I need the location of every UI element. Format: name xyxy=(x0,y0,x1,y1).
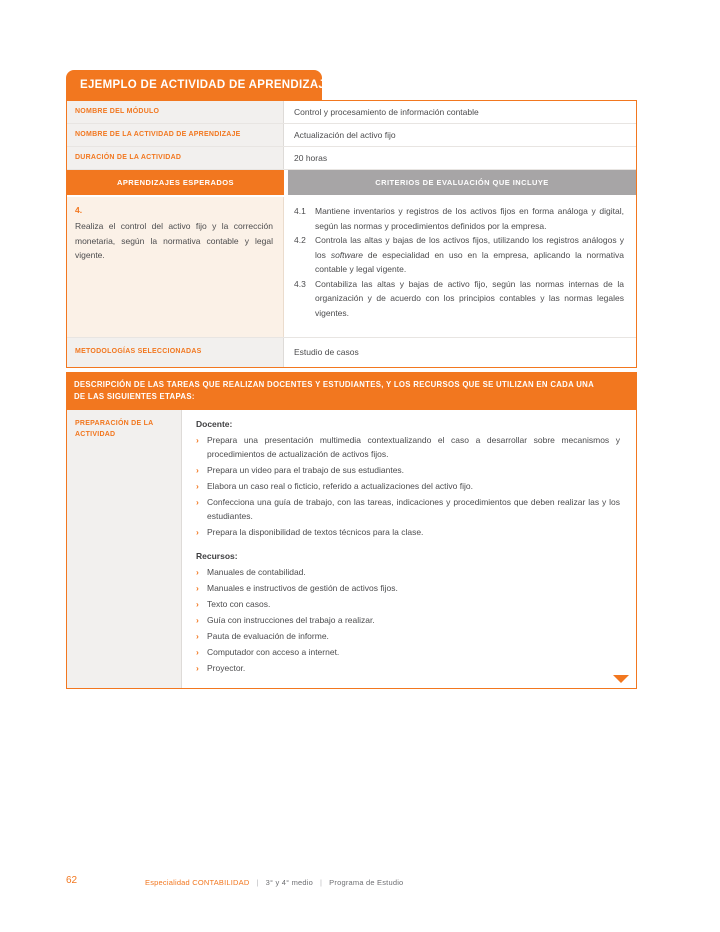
chevron-bullet-icon: › xyxy=(196,647,199,657)
criteria-item xyxy=(294,277,624,321)
chevron-bullet-icon: › xyxy=(196,481,199,491)
list-item xyxy=(196,479,620,493)
criteria-text: Controla las altas y bajas de los activos fijos, utilizando los registros análogos y los software de especialidad en uso en la empresa, aplicando la normativa contable y legal vigente. xyxy=(315,235,624,274)
footer-breadcrumb xyxy=(145,878,403,887)
list-item-text: Manuales de contabilidad. xyxy=(207,567,306,577)
description-banner: DESCRIPCIÓN DE LAS TAREAS QUE REALIZAN DOCENTES Y ESTUDIANTES, Y LOS RECURSOS QUE SE UTILIZAN EN CADA UNA DE LAS SIGUIENTES ETAPAS: xyxy=(66,372,637,409)
resources-list xyxy=(196,565,620,675)
chevron-bullet-icon: › xyxy=(196,435,199,445)
list-item xyxy=(196,581,620,595)
activity-name-value: Actualización del activo fijo xyxy=(294,130,396,140)
chevron-bullet-icon: › xyxy=(196,599,199,609)
preparation-table xyxy=(66,409,637,689)
chevron-bullet-icon: › xyxy=(196,567,199,577)
duration-value: 20 horas xyxy=(294,153,328,163)
list-item xyxy=(196,565,620,579)
criteria-number: 4.2 xyxy=(294,235,306,245)
expected-learning-number: 4. xyxy=(75,205,83,215)
expected-learning-text: Realiza el control del activo fijo y la corrección monetaria, según la normativa contable y legal vigente. xyxy=(75,221,273,260)
footer-program: Programa de Estudio xyxy=(329,877,404,887)
list-item xyxy=(196,629,620,643)
list-item xyxy=(196,645,620,659)
criteria-item xyxy=(294,233,624,277)
chevron-bullet-icon: › xyxy=(196,663,199,673)
teacher-tasks-list xyxy=(196,433,620,539)
list-item-text: Prepara una presentación multimedia contextualizando el caso a desarrollar sobre mecanismos y procedimientos de actualización de activos fijos. xyxy=(207,435,620,459)
activity-info-table xyxy=(66,100,637,368)
resources-heading: Recursos: xyxy=(196,551,238,561)
methodology-label: METODOLOGÍAS SELECCIONADAS xyxy=(67,338,284,367)
footer-separator: | xyxy=(256,877,259,887)
list-item xyxy=(196,433,620,461)
learning-criteria-row xyxy=(67,197,636,338)
activity-name-label: NOMBRE DE LA ACTIVIDAD DE APRENDIZAJE xyxy=(67,124,284,146)
table-row xyxy=(67,124,636,147)
list-item-text: Manuales e instructivos de gestión de activos fijos. xyxy=(207,583,398,593)
list-item xyxy=(196,613,620,627)
list-item-text: Computador con acceso a internet. xyxy=(207,647,340,657)
criteria-number: 4.3 xyxy=(294,278,306,289)
teacher-heading: Docente: xyxy=(196,419,233,429)
list-item-text: Prepara un video para el trabajo de sus estudiantes. xyxy=(207,465,405,475)
list-item xyxy=(196,661,620,675)
list-item-text: Confecciona una guía de trabajo, con las tareas, indicaciones y procedimientos que deben realizar las y los estudiantes. xyxy=(207,497,620,521)
criteria-text: Contabiliza las altas y bajas de activo fijo, según las normas internas de la organización y de acuerdo con los principios contables y las normas legales vigentes. xyxy=(315,278,624,318)
list-item-text: Proyector. xyxy=(207,663,246,673)
list-item xyxy=(196,463,620,477)
chevron-bullet-icon: › xyxy=(196,583,199,593)
criteria-number: 4.1 xyxy=(294,206,306,216)
list-item-text: Pauta de evaluación de informe. xyxy=(207,631,329,641)
stage-content xyxy=(182,410,636,688)
chevron-bullet-icon: › xyxy=(196,497,199,507)
chevron-bullet-icon: › xyxy=(196,631,199,641)
footer-specialty: Especialidad CONTABILIDAD xyxy=(145,877,250,887)
duration-label: DURACIÓN DE LA ACTIVIDAD xyxy=(67,147,284,169)
list-item xyxy=(196,525,620,539)
table-row xyxy=(67,338,636,367)
evaluation-criteria-header: CRITERIOS DE EVALUACIÓN QUE INCLUYE xyxy=(288,170,636,195)
expected-learning-cell xyxy=(67,197,284,337)
footer-separator: | xyxy=(320,877,323,887)
module-name-value: Control y procesamiento de información contable xyxy=(294,107,479,117)
module-name-label: NOMBRE DEL MÓDULO xyxy=(67,101,284,123)
expected-learning-header: APRENDIZAJES ESPERADOS xyxy=(67,170,284,195)
page-title: EJEMPLO DE ACTIVIDAD DE APRENDIZAJE xyxy=(66,70,322,100)
table-row xyxy=(67,147,636,170)
chevron-bullet-icon: › xyxy=(196,465,199,475)
footer-grade: 3° y 4° medio xyxy=(265,877,314,887)
criteria-item xyxy=(294,204,624,233)
chevron-bullet-icon: › xyxy=(196,527,199,537)
list-item-text: Guía con instrucciones del trabajo a realizar. xyxy=(207,615,375,625)
methodology-value: Estudio de casos xyxy=(294,347,359,357)
criteria-text: Mantiene inventarios y registros de los activos fijos en forma análoga y digital, según las normas y procedimientos definidos por la empresa. xyxy=(315,206,624,231)
continuation-triangle-down-icon xyxy=(613,675,629,683)
table-row xyxy=(67,101,636,124)
page-number: 62 xyxy=(66,875,78,886)
stage-label: PREPARACIÓN DE LA ACTIVIDAD xyxy=(67,410,182,688)
list-item-text: Prepara la disponibilidad de textos técnicos para la clase. xyxy=(207,527,424,537)
chevron-bullet-icon: › xyxy=(196,615,199,625)
list-item-text: Elabora un caso real o ficticio, referido a actualizaciones del activo fijo. xyxy=(207,481,474,491)
criteria-list xyxy=(284,197,636,337)
list-item xyxy=(196,495,620,523)
table-header-row xyxy=(67,170,636,197)
list-item xyxy=(196,597,620,611)
list-item-text: Texto con casos. xyxy=(207,599,271,609)
